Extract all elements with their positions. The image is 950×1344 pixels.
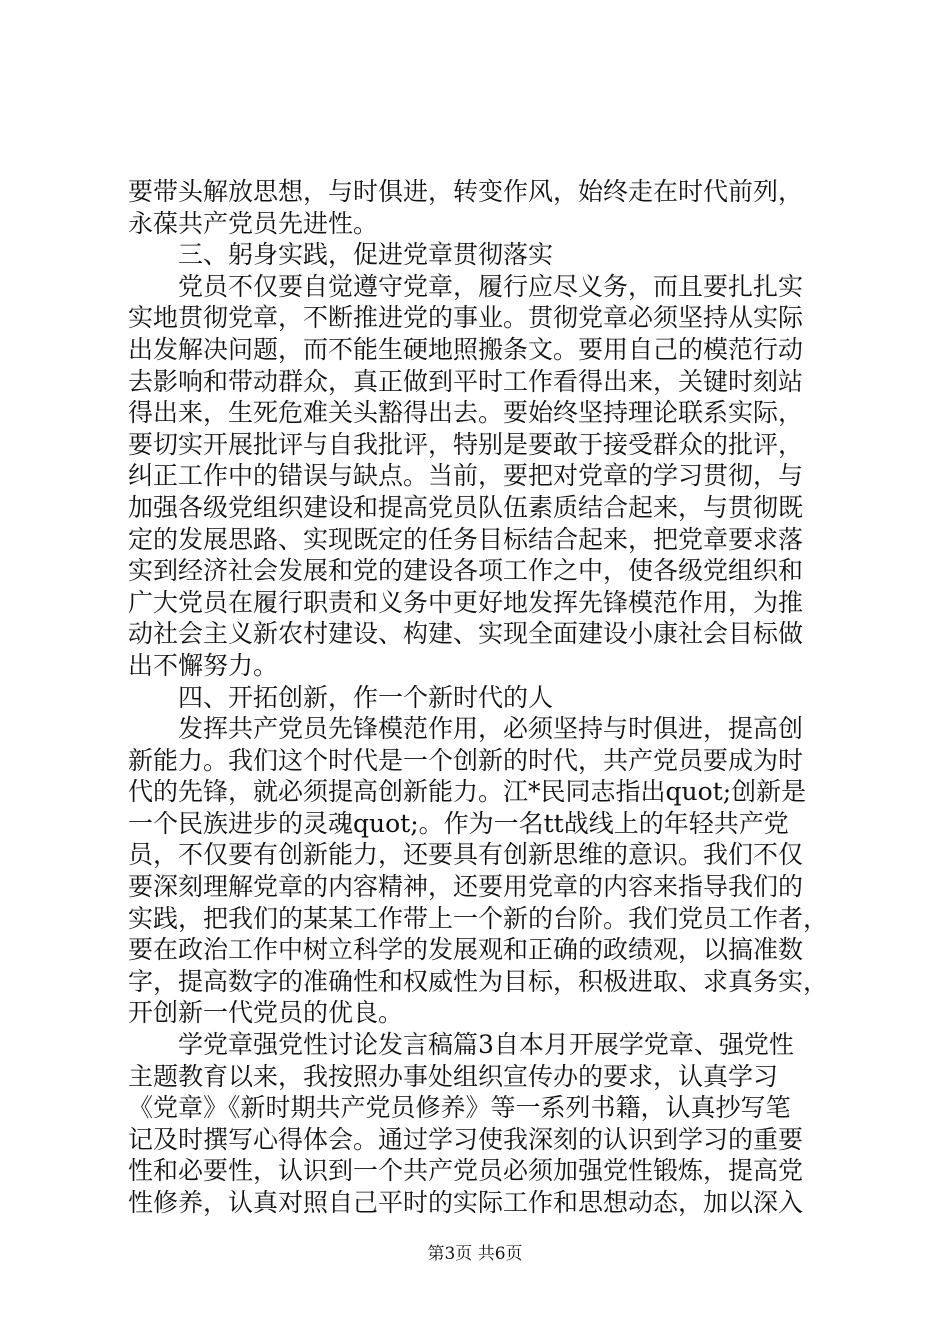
text-line: 要在政治工作中树立科学的发展观和正确的政绩观，以搞准数 — [128, 935, 804, 965]
text-line: 要深刻理解党章的内容精神，还要用党章的内容来指导我们的 — [128, 872, 804, 902]
text-line: 出发解决问题，而不能生硬地照搬条文。要用自己的模范行动 — [128, 334, 804, 364]
text-line: 要切实开展批评与自我批评，特别是要敢于接受群众的批评， — [128, 429, 804, 459]
text-line: 性和必要性，认识到一个共产党员必须加强党性锻炼，提高党 — [128, 1156, 804, 1186]
text-line: 广大党员在履行职责和义务中更好地发挥先锋模范作用，为推 — [128, 587, 804, 617]
text-line: 开创新一代党员的优良。 — [128, 998, 404, 1028]
text-line: 四、开拓创新，作一个新时代的人 — [178, 682, 554, 712]
text-line: 主题教育以来，我按照办事处组织宣传办的要求，认真学习 — [128, 1061, 779, 1091]
text-line: 去影响和带动群众，真正做到平时工作看得出来，关键时刻站 — [128, 366, 804, 396]
text-line: 记及时撰写心得体会。通过学习使我深刻的认识到学习的重要 — [128, 1124, 804, 1154]
page-footer: 第3页 共6页 — [427, 1244, 523, 1264]
text-line: 实践，把我们的某某工作带上一个新的台阶。我们党员工作者， — [128, 903, 829, 933]
text-line: 一个民族进步的灵魂quot;。作为一名tt战线上的年轻共产党 — [128, 808, 789, 838]
text-line: 加强各级党组织建设和提高党员队伍素质结合起来，与贯彻既 — [128, 492, 804, 522]
text-line: 要带头解放思想，与时俱进，转变作风，始终走在时代前列， — [128, 177, 804, 206]
text-line: 性修养，认真对照自己平时的实际工作和思想动态，加以深入 — [128, 1188, 804, 1217]
text-line: 得出来，生死危难关头豁得出去。要始终坚持理论联系实际， — [128, 398, 804, 428]
text-line: 出不懈努力。 — [128, 650, 279, 680]
text-line: 实地贯彻党章，不断推进党的事业。贯彻党章必须坚持从实际 — [128, 303, 804, 333]
text-line: 实到经济社会发展和党的建设各项工作之中，使各级党组织和 — [128, 556, 804, 586]
text-line: 字，提高数字的准确性和权威性为目标，积极进取、求真务实， — [128, 966, 829, 996]
text-line: 党员不仅要自觉遵守党章，履行应尽义务，而且要扎扎实 — [178, 271, 804, 301]
text-line: 永葆共产党员先进性。 — [128, 208, 379, 238]
text-line: 动社会主义新农村建设、构建、实现全面建设小康社会目标做 — [128, 619, 804, 649]
text-line: 代的先锋，就必须提高创新能力。江*民同志指出quot;创新是 — [128, 777, 807, 807]
text-line: 学党章强党性讨论发言稿篇3自本月开展学党章、强党性 — [178, 1030, 794, 1060]
text-line: 《党章》《新时期共产党员修养》等一系列书籍，认真抄写笔 — [128, 1093, 791, 1123]
text-line: 纠正工作中的错误与缺点。当前，要把对党章的学习贯彻，与 — [128, 461, 804, 491]
document-body — [128, 176, 828, 1219]
text-line: 发挥共产党员先锋模范作用，必须坚持与时俱进，提高创 — [178, 714, 804, 744]
text-line: 定的发展思路、实现既定的任务目标结合起来，把党章要求落 — [128, 524, 804, 554]
text-line: 员，不仅要有创新能力，还要具有创新思维的意识。我们不仅 — [128, 840, 804, 870]
text-line: 新能力。我们这个时代是一个创新的时代，共产党员要成为时 — [128, 745, 804, 775]
text-line: 三、躬身实践，促进党章贯彻落实 — [178, 240, 554, 270]
